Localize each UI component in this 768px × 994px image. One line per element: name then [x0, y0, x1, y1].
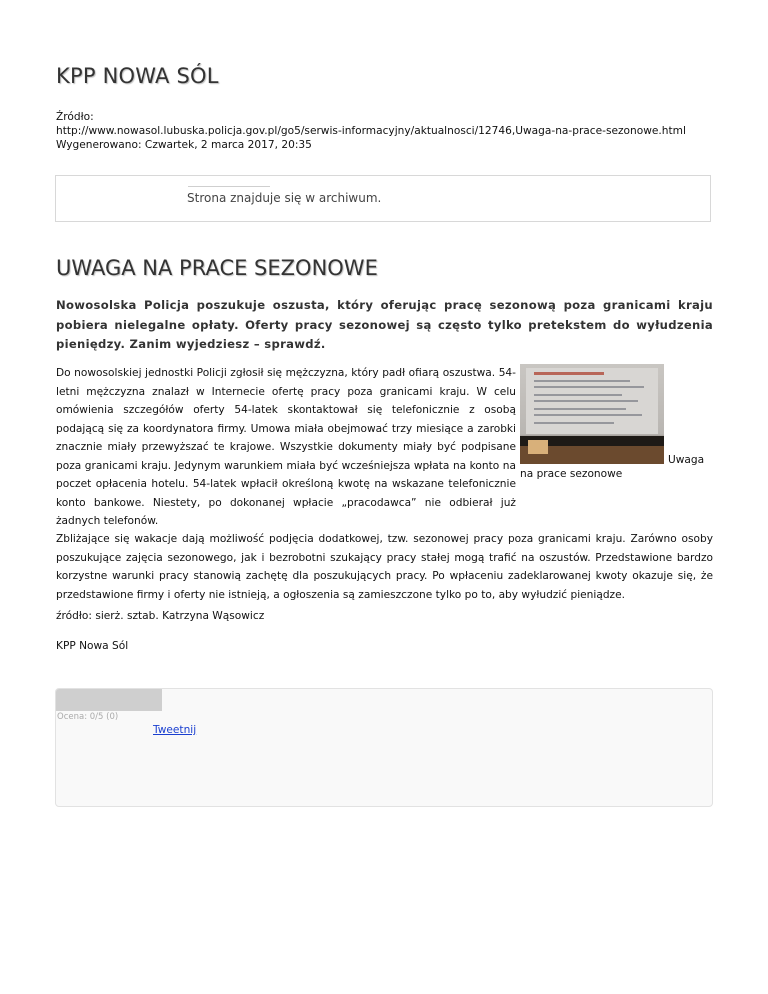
rating-stars[interactable]: [56, 689, 162, 711]
archive-divider: [188, 186, 270, 187]
source-meta: [56, 110, 686, 152]
archive-notice: Strona znajduje się w archiwum.: [187, 191, 382, 205]
archive-notice-box: [55, 175, 711, 222]
screen-line: [534, 422, 614, 424]
article-paragraph-2: Zbliżające się wakacje dają możliwość podjęcia dodatkowej, tzw. sezonowej pracy poza granicami kraju. Zarówno osoby poszukujące zajęcia sezonowego, jak i bezrobotni szukający pracy stałej mogą trafić na oszustów. Przedstawione bardzo korzystne warunki pracy stanowią zachętę dla poszukujących pracy. Po wpłaceniu zadeklarowanej kwoty okazuje się, że przedstawione firmy i oferty nie istnieją, a ogłoszenia są zamieszczone tylko po to, aby wyłudzić pieniądze.: [56, 533, 713, 601]
source-label: Źródło:: [56, 111, 94, 123]
screen-line: [534, 394, 622, 396]
image-caption-1: Uwaga: [668, 454, 705, 466]
screen-line: [534, 386, 644, 388]
article-source: źródło: sierż. sztab. Katrzyna Wąsowicz: [56, 610, 265, 622]
image-caption-2: na prace sezonowe: [520, 468, 623, 480]
article-title: UWAGA NA PRACE SEZONOWE: [56, 256, 378, 280]
rating-text: Ocena: 0/5 (0): [57, 712, 119, 722]
screen-line: [534, 380, 630, 382]
generated-date: Wygenerowano: Czwartek, 2 marca 2017, 20:35: [56, 139, 312, 151]
rating-box: [55, 688, 713, 807]
screen-heading: [534, 372, 604, 375]
screen-line: [534, 400, 638, 402]
tweet-link[interactable]: Tweetnij: [153, 724, 197, 736]
article-photo[interactable]: [520, 364, 664, 464]
article-signature: KPP Nowa Sól: [56, 640, 129, 652]
screen-line: [534, 414, 642, 416]
sticky-note: [528, 440, 548, 454]
screen-line: [534, 408, 626, 410]
source-url: http://www.nowasol.lubuska.policja.gov.pl/go5/serwis-informacyjny/aktualnosci/12746,Uwaga-na-prace-sezonowe.html: [56, 125, 686, 137]
article-lead: Nowosolska Policja poszukuje oszusta, który oferując pracę sezonową poza granicami kraju pobiera nielegalne opłaty. Oferty pracy sezonowej są często tylko pretekstem do wyłudzenia pieniędzy. Zanim wyjedziesz – sprawdź.: [56, 298, 713, 351]
site-title: KPP NOWA SÓL: [56, 64, 219, 88]
article-paragraph-1: Do nowosolskiej jednostki Policji zgłosił się mężczyzna, który padł ofiarą oszustwa. 54-letni mężczyzna znalazł w Internecie ofertę pracy poza granicami kraju. W celu omówienia szczegółów oferty 54-latek skontaktował się telefonicznie z osobą podającą się za koordynatora firmy. Umowa miała obejmować trzy miesiące a zarobki znacznie miały przewyższać te krajowe. Wszystkie dokumenty miały być podpisane poza granicami kraju. Jedynym warunkiem miała być wcześniejsza wpłata na konto na poczet opłacenia hotelu. 54-latek wpłacił określoną kwotę na wskazane telefonicznie konto bankowe. Niestety, po dokonanej wpłacie „pracodawca” nie odbierał już żadnych telefonów.: [56, 367, 516, 527]
